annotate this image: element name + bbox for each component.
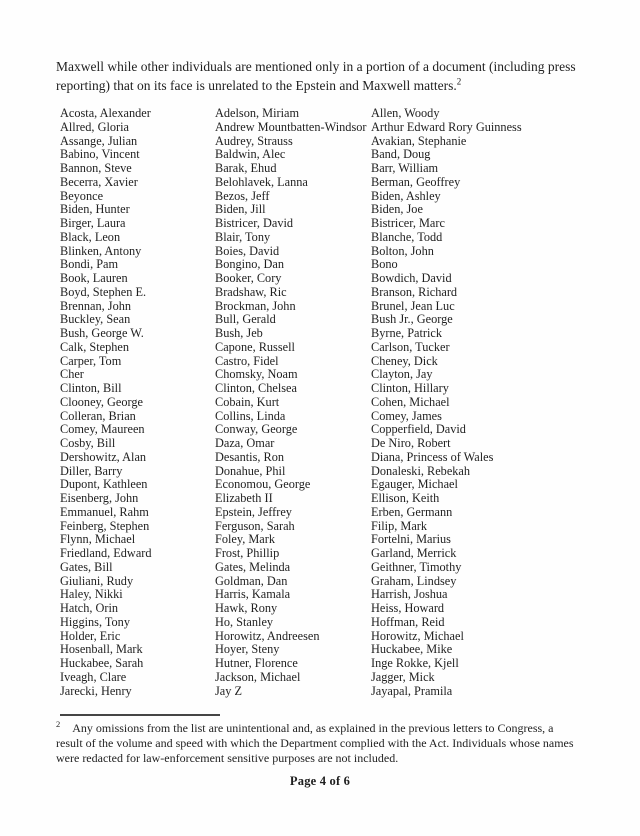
list-item: Iveagh, Clare	[60, 669, 127, 684]
list-item: Allred, Gloria	[60, 119, 129, 134]
list-item: Foley, Mark	[215, 532, 275, 547]
list-item: Comey, Maureen	[60, 422, 145, 437]
list-item: Blair, Tony	[215, 229, 271, 244]
list-item: Diller, Barry	[60, 463, 123, 478]
list-item: Belohlavek, Lanna	[215, 174, 308, 189]
list-item: Eisenberg, John	[60, 491, 139, 505]
page-number: Page 4 of 6	[289, 774, 351, 789]
list-item: Conway, George	[215, 422, 298, 437]
list-item: Buckley, Sean	[60, 312, 131, 327]
list-item: Bush, George W.	[60, 326, 144, 340]
list-item: Jay Z	[215, 683, 242, 698]
list-item: Byrne, Patrick	[371, 326, 443, 340]
list-item: Clinton, Chelsea	[215, 381, 297, 395]
list-item: Hatch, Orin	[60, 601, 119, 615]
list-item: Inge Rokke, Kjell	[371, 656, 459, 670]
list-item: Bezos, Jeff	[215, 188, 270, 203]
list-item: Biden, Jill	[215, 202, 266, 217]
list-item: Horowitz, Andreesen	[215, 628, 320, 643]
list-item: Holder, Eric	[60, 628, 121, 643]
list-item: Clinton, Bill	[60, 381, 122, 395]
list-item: Babino, Vincent	[60, 147, 140, 162]
list-item: Haley, Nikki	[60, 587, 123, 602]
list-item: Gates, Bill	[60, 559, 113, 574]
list-item: Castro, Fidel	[215, 353, 279, 368]
list-item: Blanche, Todd	[371, 229, 443, 244]
footnote-line-2: result of the volume and speed with which the Department complied with the Act. Individuals whose names	[56, 736, 574, 751]
list-item: Black, Leon	[60, 229, 121, 244]
list-item: Donaleski, Rebekah	[371, 463, 471, 478]
list-item: Bongino, Dan	[215, 257, 284, 272]
list-item: Hutner, Florence	[215, 656, 298, 670]
list-item: Bannon, Steve	[60, 161, 132, 175]
list-item: Goldman, Dan	[215, 573, 288, 588]
list-item: Heiss, Howard	[371, 601, 445, 615]
list-item: Huckabee, Mike	[371, 642, 453, 657]
list-item: Booker, Cory	[215, 271, 282, 285]
list-item: Economou, George	[215, 477, 311, 492]
list-item: Dupont, Kathleen	[60, 477, 148, 492]
list-item: Cosby, Bill	[60, 436, 116, 450]
list-item: Garland, Merrick	[371, 546, 457, 560]
list-item: Biden, Ashley	[371, 188, 441, 203]
list-item: Brockman, John	[215, 298, 296, 313]
list-item: Hoyer, Steny	[215, 642, 280, 657]
list-item: Harrish, Joshua	[371, 587, 448, 602]
list-item: Becerra, Xavier	[60, 174, 138, 189]
list-item: Huckabee, Sarah	[60, 656, 144, 670]
list-item: Chomsky, Noam	[215, 367, 298, 382]
list-item: Barak, Ehud	[215, 161, 277, 175]
list-item: Ferguson, Sarah	[215, 518, 295, 533]
list-item: Clooney, George	[60, 394, 143, 409]
list-item: Hosenball, Mark	[60, 642, 143, 657]
list-item: Blinken, Antony	[60, 243, 142, 258]
list-item: Bondi, Pam	[60, 257, 119, 272]
list-item: Cohen, Michael	[371, 394, 450, 409]
list-item: Avakian, Stephanie	[371, 133, 467, 148]
intro-line-2	[56, 76, 598, 95]
list-item: Jackson, Michael	[215, 669, 301, 684]
list-item: Carlson, Tucker	[371, 339, 450, 354]
list-item: Carper, Tom	[60, 353, 122, 368]
list-item: Elizabeth II	[215, 491, 273, 505]
list-item: Biden, Hunter	[60, 202, 130, 217]
list-item: Jayapal, Pramila	[371, 683, 453, 698]
list-item: Copperfield, David	[371, 422, 466, 437]
list-item: Baldwin, Alec	[215, 147, 286, 162]
list-item: Capone, Russell	[215, 339, 295, 354]
list-item: Horowitz, Michael	[371, 628, 464, 643]
list-item: Harris, Kamala	[215, 587, 291, 602]
list-item: Egauger, Michael	[371, 477, 458, 492]
footnote-line-1	[56, 721, 596, 736]
list-item: Bowdich, David	[371, 271, 452, 285]
footnote-reference: 2	[456, 76, 462, 87]
intro-paragraph	[56, 57, 598, 95]
list-item: Emmanuel, Rahm	[60, 504, 149, 519]
list-item: Clinton, Hillary	[371, 381, 449, 395]
list-item: Giuliani, Rudy	[60, 573, 134, 588]
intro-line-1: Maxwell while other individuals are mentioned only in a portion of a document (including press	[56, 59, 576, 74]
list-item: Geithner, Timothy	[371, 559, 462, 574]
list-item: Brennan, John	[60, 298, 132, 313]
list-item: Boyd, Stephen E.	[60, 284, 147, 299]
list-item: De Niro, Robert	[371, 436, 451, 450]
list-item: Higgins, Tony	[60, 614, 130, 629]
list-item: Frost, Phillip	[215, 546, 280, 560]
list-item: Filip, Mark	[371, 518, 428, 533]
list-item: Calk, Stephen	[60, 339, 129, 354]
intro-line-2-text: reporting) that on its face is unrelated to the Epstein and Maxwell matters.	[56, 78, 457, 93]
list-item: Erben, Germann	[371, 504, 453, 519]
list-item: Gates, Melinda	[215, 559, 291, 574]
name-list	[60, 107, 640, 698]
list-item: Hawk, Rony	[215, 601, 278, 615]
list-item: Bradshaw, Ric	[215, 284, 287, 299]
list-item: Bistricer, David	[215, 216, 294, 230]
list-item: Bono	[371, 257, 398, 272]
list-item: Bolton, John	[371, 243, 434, 258]
list-item: Comey, James	[371, 408, 442, 423]
footnote	[56, 721, 596, 766]
list-item: Friedland, Edward	[60, 546, 152, 560]
list-item: Andrew Mountbatten-Windsor	[215, 119, 367, 134]
list-item: Daza, Omar	[215, 436, 275, 450]
footnote-line-1-text: Any omissions from the list are unintentional and, as explained in the previous letters to Congress, a	[72, 721, 554, 736]
footnote-marker: 2	[56, 719, 61, 730]
list-item: Desantis, Ron	[215, 449, 284, 464]
list-item: Band, Doug	[371, 147, 431, 162]
name-column-2	[215, 107, 371, 698]
name-column-3	[371, 107, 601, 698]
list-item: Hoffman, Reid	[371, 614, 445, 629]
list-item: Biden, Joe	[371, 202, 423, 217]
list-item: Bush Jr., George	[371, 312, 453, 327]
list-item: Cher	[60, 367, 84, 382]
list-item: Cobain, Kurt	[215, 394, 280, 409]
list-item: Berman, Geoffrey	[371, 174, 461, 189]
list-item: Collins, Linda	[215, 408, 286, 423]
list-item: Fortelni, Marius	[371, 532, 451, 547]
list-item: Flynn, Michael	[60, 532, 136, 547]
list-item: Barr, William	[371, 161, 439, 175]
list-item: Arthur Edward Rory Guinness	[371, 119, 522, 134]
list-item: Epstein, Jeffrey	[215, 504, 292, 519]
footnote-line-3: were redacted for law-enforcement sensitive purposes are not included.	[56, 751, 399, 766]
list-item: Allen, Woody	[371, 106, 440, 120]
list-item: Donahue, Phil	[215, 463, 286, 478]
list-item: Dershowitz, Alan	[60, 449, 147, 464]
list-item: Diana, Princess of Wales	[371, 449, 494, 464]
name-column-1	[60, 107, 215, 698]
list-item: Branson, Richard	[371, 284, 458, 299]
list-item: Jarecki, Henry	[60, 683, 132, 698]
list-item: Audrey, Strauss	[215, 133, 293, 148]
list-item: Brunel, Jean Luc	[371, 298, 455, 313]
list-item: Birger, Laura	[60, 216, 126, 230]
list-item: Colleran, Brian	[60, 408, 136, 423]
list-item: Adelson, Miriam	[215, 106, 300, 120]
list-item: Bistricer, Marc	[371, 216, 445, 230]
list-item: Cheney, Dick	[371, 353, 438, 368]
footnote-separator-rule	[60, 714, 220, 716]
list-item: Ho, Stanley	[215, 614, 274, 629]
list-item: Clayton, Jay	[371, 367, 433, 382]
list-item: Acosta, Alexander	[60, 106, 151, 120]
list-item: Bull, Gerald	[215, 312, 276, 327]
list-item: Boies, David	[215, 243, 280, 258]
list-item: Assange, Julian	[60, 133, 138, 148]
list-item: Beyonce	[60, 188, 104, 203]
list-item: Graham, Lindsey	[371, 573, 457, 588]
list-item: Ellison, Keith	[371, 491, 440, 505]
list-item: Feinberg, Stephen	[60, 518, 150, 533]
list-item: Bush, Jeb	[215, 326, 263, 340]
list-item: Book, Lauren	[60, 271, 128, 285]
list-item: Jagger, Mick	[371, 669, 435, 684]
